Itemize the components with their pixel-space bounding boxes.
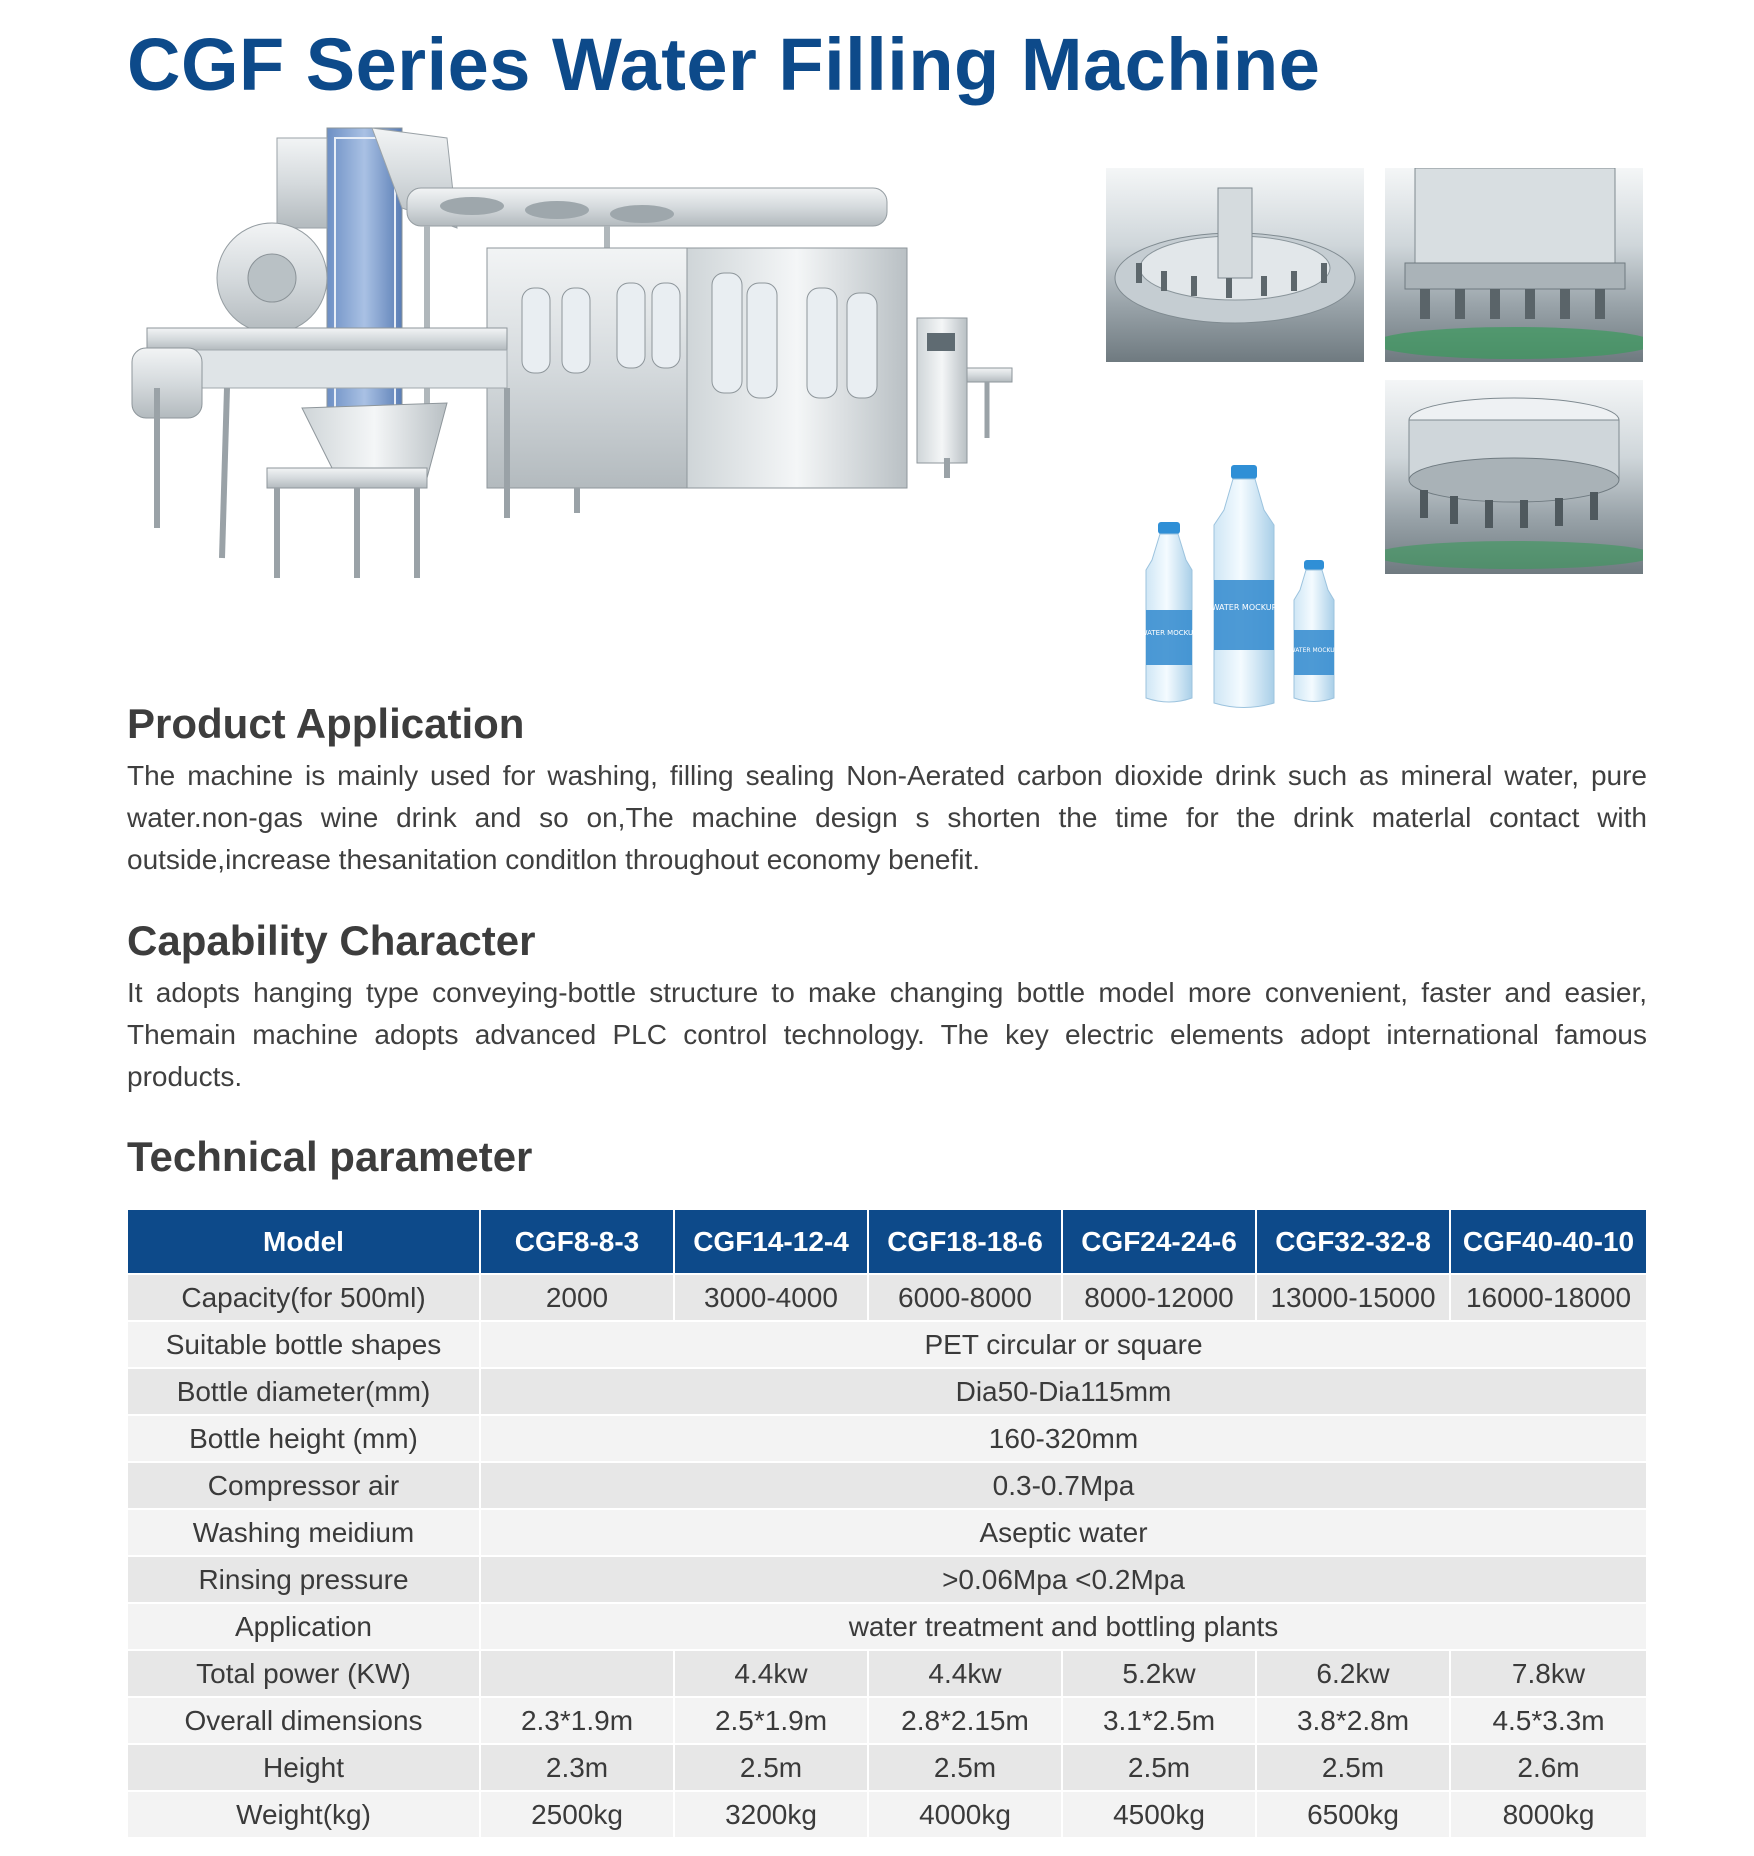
table-row bbox=[128, 1744, 1646, 1791]
table-cell: 4.4kw bbox=[868, 1650, 1062, 1697]
table-row bbox=[128, 1415, 1646, 1462]
table-cell: 2.6m bbox=[1450, 1744, 1646, 1791]
table-cell: 2.8*2.15m bbox=[868, 1697, 1062, 1744]
table-row bbox=[128, 1509, 1646, 1556]
table-row bbox=[128, 1791, 1646, 1837]
product-application-text: The machine is mainly used for washing, filling sealing Non-Aerated carbon dioxide drink such as mineral water, pure water.non-gas wine drink and so on,The machine design s shorten the time for the drink materlal contact with outside,increase thesanitation conditlon throughout economy benefit. bbox=[127, 760, 1647, 875]
table-cell: 2.5m bbox=[1062, 1744, 1256, 1791]
table-cell: 4.5*3.3m bbox=[1450, 1697, 1646, 1744]
table-cell: 2.3m bbox=[480, 1744, 674, 1791]
bottle-label-left: WATER MOCKUP bbox=[1140, 629, 1198, 637]
table-cell: >0.06Mpa <0.2Mpa bbox=[480, 1556, 1646, 1603]
table-cell: 4.4kw bbox=[674, 1650, 868, 1697]
table-cell: 6000-8000 bbox=[868, 1274, 1062, 1321]
table-cell: 2.3*1.9m bbox=[480, 1697, 674, 1744]
table-row bbox=[128, 1368, 1646, 1415]
technical-parameter-heading: Technical parameter bbox=[127, 1133, 533, 1180]
table-row bbox=[128, 1603, 1646, 1650]
table-cell: 2000 bbox=[480, 1274, 674, 1321]
table-cell: 3000-4000 bbox=[674, 1274, 868, 1321]
row-label: Bottle height (mm) bbox=[128, 1415, 480, 1462]
row-label: Total power (KW) bbox=[128, 1650, 480, 1697]
capability-character-heading: Capability Character bbox=[127, 917, 536, 964]
table-cell: 6.2kw bbox=[1256, 1650, 1450, 1697]
row-label: Compressor air bbox=[128, 1462, 480, 1509]
table-header-row bbox=[128, 1210, 1646, 1274]
product-application-heading: Product Application bbox=[127, 700, 525, 747]
table-cell: 160-320mm bbox=[480, 1415, 1646, 1462]
table-cell: 2.5m bbox=[1256, 1744, 1450, 1791]
row-label: Bottle diameter(mm) bbox=[128, 1368, 480, 1415]
table-cell: Aseptic water bbox=[480, 1509, 1646, 1556]
table-row bbox=[128, 1462, 1646, 1509]
table-cell: 13000-15000 bbox=[1256, 1274, 1450, 1321]
header-cgf40: CGF40-40-10 bbox=[1450, 1210, 1646, 1274]
bottle-label-right: WATER MOCKUP bbox=[1289, 647, 1339, 654]
row-label: Application bbox=[128, 1603, 480, 1650]
table-row bbox=[128, 1697, 1646, 1744]
technical-parameter-table bbox=[128, 1210, 1646, 1837]
capability-character-text: It adopts hanging type conveying-bottle structure to make changing bottle model more convenient, faster and easier, Themain machine adopts advanced PLC control technology. The key electric elements adopt international famous products. bbox=[127, 977, 1647, 1092]
table-cell: 3.8*2.8m bbox=[1256, 1697, 1450, 1744]
table-cell: 3200kg bbox=[674, 1791, 868, 1837]
row-label: Rinsing pressure bbox=[128, 1556, 480, 1603]
page-title: CGF Series Water Filling Machine bbox=[127, 23, 1321, 106]
table-cell: 4000kg bbox=[868, 1791, 1062, 1837]
row-label: Washing meidium bbox=[128, 1509, 480, 1556]
table-cell bbox=[480, 1650, 674, 1697]
row-label: Weight(kg) bbox=[128, 1791, 480, 1837]
header-cgf32: CGF32-32-8 bbox=[1256, 1210, 1450, 1274]
bottle-label-center: WATER MOCKUP bbox=[1211, 603, 1277, 612]
row-label: Overall dimensions bbox=[128, 1697, 480, 1744]
table-cell: 6500kg bbox=[1256, 1791, 1450, 1837]
table-cell: 5.2kw bbox=[1062, 1650, 1256, 1697]
table-cell: Dia50-Dia115mm bbox=[480, 1368, 1646, 1415]
water-bottles-image bbox=[1128, 460, 1358, 715]
table-cell: 0.3-0.7Mpa bbox=[480, 1462, 1646, 1509]
capper-head-image bbox=[1385, 380, 1643, 574]
table-row bbox=[128, 1274, 1646, 1321]
row-label: Height bbox=[128, 1744, 480, 1791]
row-label: Suitable bottle shapes bbox=[128, 1321, 480, 1368]
table-cell: 2.5m bbox=[868, 1744, 1062, 1791]
header-cgf14: CGF14-12-4 bbox=[674, 1210, 868, 1274]
water-filling-machine-image bbox=[127, 118, 1137, 698]
table-cell: water treatment and bottling plants bbox=[480, 1603, 1646, 1650]
table-cell: 8000kg bbox=[1450, 1791, 1646, 1837]
header-cgf8: CGF8-8-3 bbox=[480, 1210, 674, 1274]
table-cell: 16000-18000 bbox=[1450, 1274, 1646, 1321]
row-label: Capacity(for 500ml) bbox=[128, 1274, 480, 1321]
table-cell: 4500kg bbox=[1062, 1791, 1256, 1837]
header-model: Model bbox=[128, 1210, 480, 1274]
table-cell: 7.8kw bbox=[1450, 1650, 1646, 1697]
table-cell: 2.5*1.9m bbox=[674, 1697, 868, 1744]
table-cell: 2.5m bbox=[674, 1744, 868, 1791]
table-cell: PET circular or square bbox=[480, 1321, 1646, 1368]
table-row bbox=[128, 1650, 1646, 1697]
table-cell: 8000-12000 bbox=[1062, 1274, 1256, 1321]
filling-valves-image bbox=[1385, 168, 1643, 362]
table-row bbox=[128, 1556, 1646, 1603]
table-cell: 2500kg bbox=[480, 1791, 674, 1837]
header-cgf18: CGF18-18-6 bbox=[868, 1210, 1062, 1274]
table-row bbox=[128, 1321, 1646, 1368]
filler-carousel-image bbox=[1106, 168, 1364, 362]
table-cell: 3.1*2.5m bbox=[1062, 1697, 1256, 1744]
header-cgf24: CGF24-24-6 bbox=[1062, 1210, 1256, 1274]
